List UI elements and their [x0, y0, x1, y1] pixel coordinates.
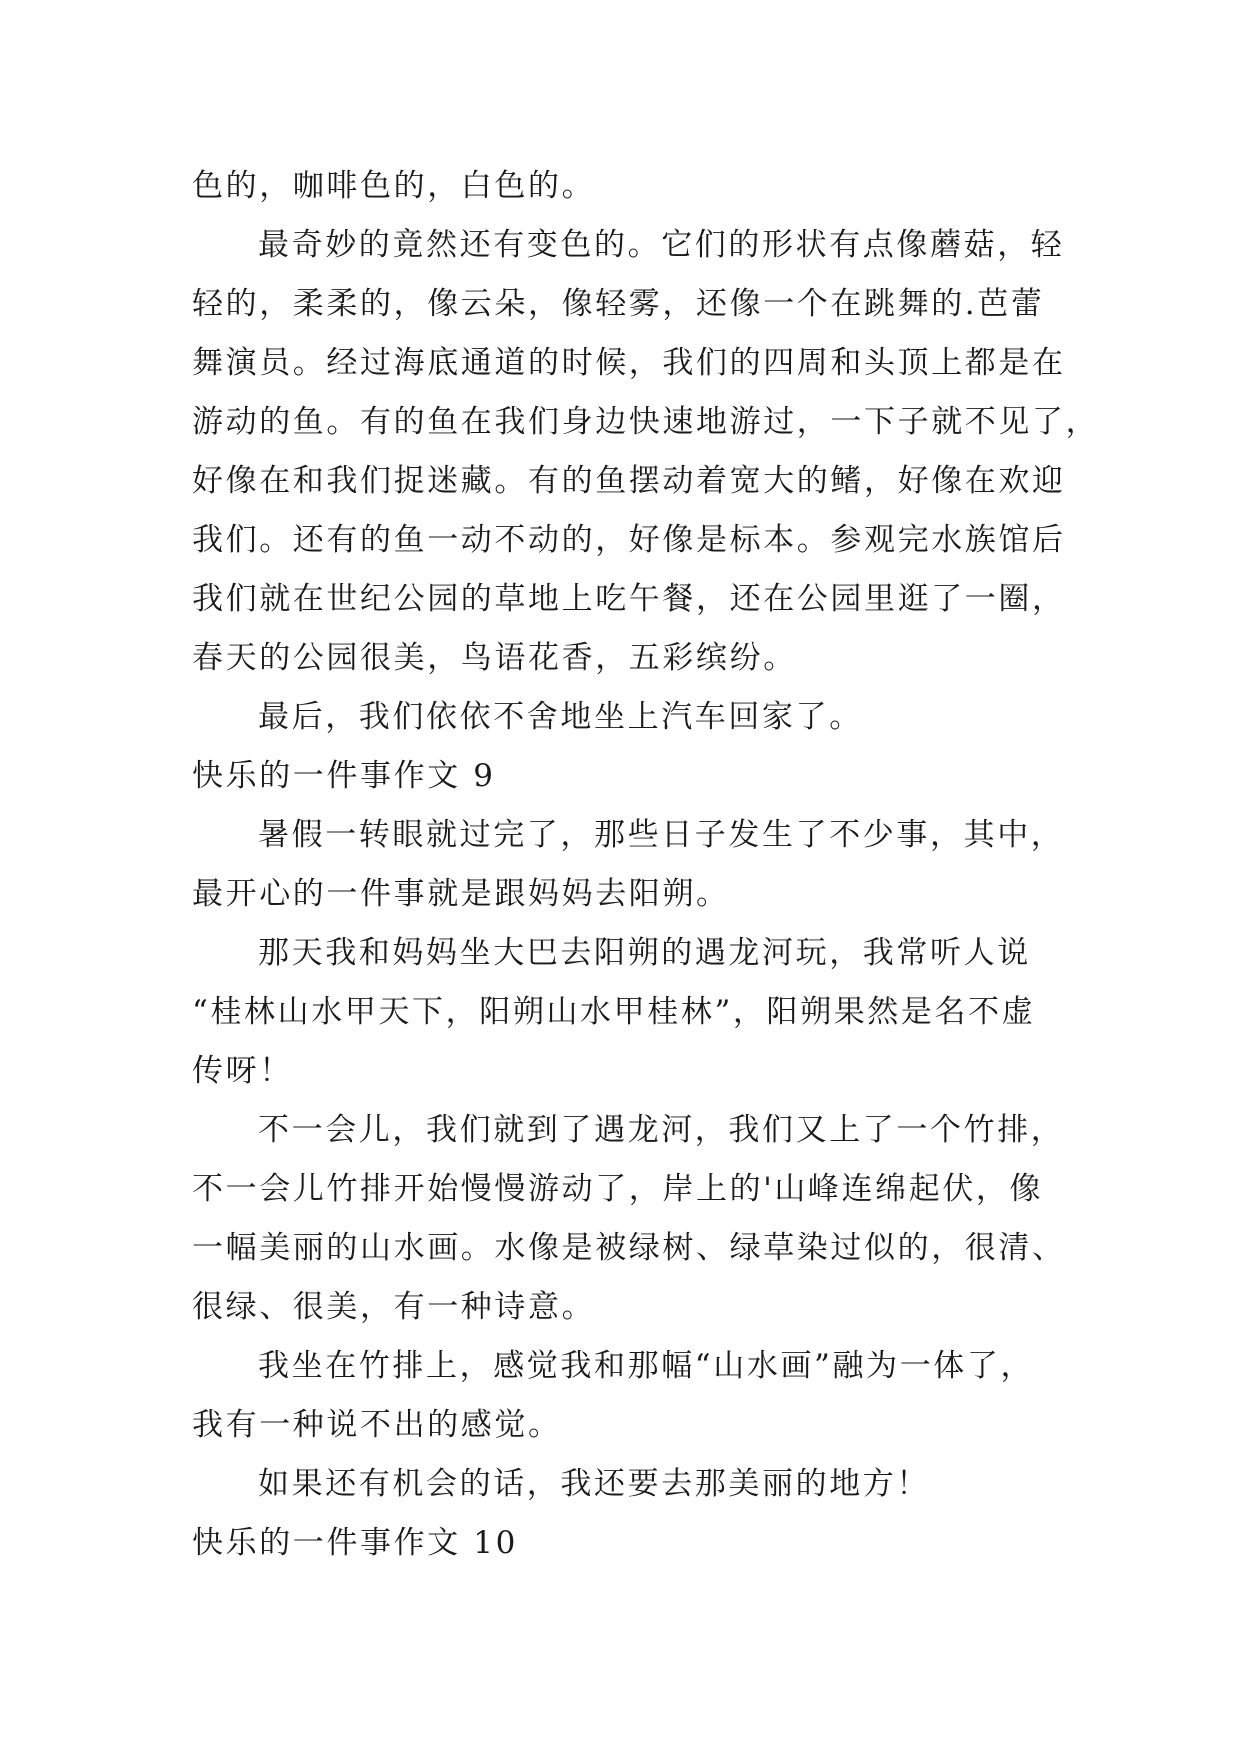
text-line: 一幅美丽的山水画。水像是被绿树、绿草染过似的，很清、: [192, 1230, 1066, 1266]
text-line: 那天我和妈妈坐大巴去阳朔的遇龙河玩，我常听人说: [258, 935, 1031, 971]
paragraph: [192, 688, 1062, 747]
paragraph: [192, 924, 1062, 1101]
text-line: 好像在和我们捉迷藏。有的鱼摆动着宽大的鳍，好像在欢迎: [192, 463, 1066, 499]
text-line: 游动的鱼。有的鱼在我们身边快速地游过，一下子就不见了，: [192, 404, 1100, 440]
text-line: 最开心的一件事就是跟妈妈去阳朔。: [192, 876, 730, 912]
text-line: 最后，我们依依不舍地坐上汽车回家了。: [258, 699, 863, 735]
text-line: 如果还有机会的话，我还要去那美丽的地方！: [258, 1466, 930, 1502]
text-line: “桂林山水甲天下，阳朔山水甲桂林”，阳朔果然是名不虚: [192, 994, 1036, 1030]
paragraph: [192, 157, 1062, 216]
text-line: 传呀！: [192, 1053, 293, 1089]
text-line: 不一会儿竹排开始慢慢游动了，岸上的'山峰连绵起伏，像: [192, 1171, 1044, 1207]
paragraph: [192, 216, 1100, 688]
section-heading: 快乐的一件事作文 10: [192, 1525, 518, 1561]
document-body: [192, 157, 1100, 1573]
text-line: 春天的公园很美，鸟语花香，五彩缤纷。: [192, 640, 797, 676]
text-line: 很绿、很美，有一种诗意。: [192, 1289, 596, 1325]
text-line: 最奇妙的竟然还有变色的。它们的形状有点像蘑菇，轻: [258, 227, 1065, 263]
paragraph: [192, 806, 1065, 924]
text-line: 我们。还有的鱼一动不动的，好像是标本。参观完水族馆后: [192, 522, 1066, 558]
text-line: 轻的，柔柔的，像云朵，像轻雾，还像一个在跳舞的.芭蕾: [192, 286, 1045, 322]
section-heading: 快乐的一件事作文 9: [192, 758, 496, 794]
paragraph: [192, 1101, 1066, 1337]
text-line: 不一会儿，我们就到了遇龙河，我们又上了一个竹排，: [258, 1112, 1065, 1148]
text-line: 舞演员。经过海底通道的时候，我们的四周和头顶上都是在: [192, 345, 1066, 381]
paragraph: [192, 1337, 1062, 1455]
text-line: 我们就在世纪公园的草地上吃午餐，还在公园里逛了一圈，: [192, 581, 1066, 617]
text-line: 暑假一转眼就过完了，那些日子发生了不少事，其中，: [258, 817, 1065, 853]
paragraph: [192, 1455, 1062, 1514]
text-line: 我坐在竹排上，感觉我和那幅“山水画”融为一体了，: [258, 1348, 1035, 1384]
text-line: 色的，咖啡色的，白色的。: [192, 168, 596, 204]
text-line: 我有一种说不出的感觉。: [192, 1407, 562, 1443]
